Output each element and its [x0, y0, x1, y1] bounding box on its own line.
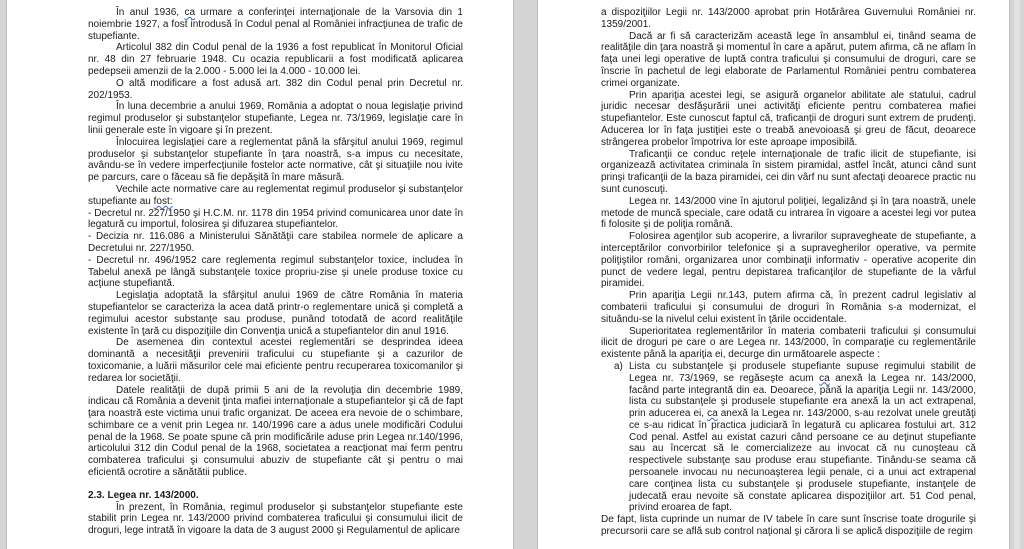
paragraph: În prezent, în România, regimul produselor şi substanţelor stupefiante este stabilit prin Legea nr. 143/2000 privind combaterea traficului şi consumului ilicit de droguri, lege intrată în vigoare la data de 3 august 2000 şi Regulamentul de aplicare: [88, 501, 463, 537]
paragraph: Înlocuirea legislaţiei care a reglementat până la sfârşitul anului 1969, regimul produselor şi substanţelor stupefiante în ţara noastră, s-a impus cu necesitate, avându-se în vedere imperfecţiunile fostelor acte normative, cât şi situaţiile nou ivite pe parcurs, care o făceau să fie depăşită în mare măsură.: [88, 136, 463, 184]
document-page-right: [537, 0, 1010, 549]
paragraph: Datele realităţii de după primii 5 ani de la revoluţia din decembrie 1989, indicau că România a devenit ţinta mafiei internaţionale a stupefiantelor şi că de fapt ţara noastră este victima unui trafic organizat. De aceea era nevoie de o schimbare, schimbare ce a venit prin Legea nr. 140/1996 care a adus unele modificări Codului penal de la 1968. Se poate spune că prin modificările aduse prin Legea nr.140/1996, articolului 312 din Codul penal de la 1968, societatea a reacţionat mai ferm pentru combaterea traficului şi consumului abuziv de stupefiante cât şi pentru o mai eficientă ocrotire a sănătătii publice.: [88, 384, 463, 479]
paragraph: Legislaţia adoptată la sfârşitul anului 1969 de către România în materia stupefiantelor se caracteriza la acea dată printr-o reglementare unică şi completă a regimului acestor substanţe sau produse, punând totodată de acord realităţile existente în ţară cu dispoziţiile din Convenţia unică a stupefiantelor din anul 1916.: [88, 290, 463, 337]
grammar-flagged-text: ca: [707, 408, 718, 420]
paragraph: Traficanţii ce conduc reţele internaţionale de trafic ilicit de stupefiante, isi organizează activitatea criminala în sistem piramidal, astfel încât, atunci când sunt prinşi traficanţii de la baza piramidei, cei din vârf nu sunt afectaţi deoarece practic nu sunt cunoscuţi.: [601, 148, 976, 195]
grammar-flagged-text: fost:: [153, 195, 173, 207]
paragraph: În luna decembrie a anului 1969, România a adoptat o noua legislaţie privind regimul produselor şi substanţelor stupefiante, Legea nr. 73/1969, legislaţie care în linii generale este în vigoare şi în prezent.: [88, 101, 463, 136]
paragraph: Dacă ar fi să caracterizăm această lege în ansamblul ei, tinând seama de realităţile din ţara noastră şi momentul în care a apărut, putem afirma, că ne aflam în faţa unei legi operative de luptă contra traficului şi consumului de droguri, care se înscrie în pachetul de legi elaborate de Parlamentul României pentru combaterea crimei organizate.: [601, 30, 976, 89]
scrollbar-track[interactable]: [1014, 0, 1020, 549]
workspace-right-gutter: [1010, 0, 1024, 549]
paragraph: În anul 1936, ca urmare a conferinţei internaţionale de la Varsovia din 1 noiembrie 1927, a fost introdusă în Codul penal al României infracţiunea de trafic de stupefiante.: [88, 7, 463, 42]
page-right-text-column: [601, 7, 976, 538]
paragraph: De fapt, lista cuprinde un numar de IV tabele în care sunt înscrise toate drogurile şi precursorii care se află sub control naţional şi cărora li se aplică dispoziţiile de regim: [601, 514, 976, 538]
paragraph: - Decretul nr. 496/1952 care reglementa regimul substanţelor toxice, includea în Tabelul anexă pe lângă substanţele toxice propriu-zise şi unele produse toxice cu acţiune stupefiantă.: [88, 254, 463, 290]
paragraph: O altă modificare a fost adusă art. 382 din Codul penal prin Decretul nr. 202/1953.: [88, 77, 463, 101]
paragraph: Articolul 382 din Codul penal de la 1936 a fost republicat în Monitorul Oficial nr. 48 din 27 februarie 1948. Cu ocazia republicarii a fost modificată aplicarea pedepseii amenzii de la 2.000 - 5.000 lei la 4.000 - 10.000 lei.: [88, 42, 463, 77]
paragraph: Prin apariţia acestei legi, se asigură organelor abilitate ale statului, cadrul juridic necesar desfăşurării unei activităţi eficiente pentru combaterea mafiei stupefiantelor. Este cunoscut faptul că, traficanţii de droguri sunt extrem de prudenţi. Aducerea lor în faţa justiţiei este o treabă anevoioasă şi greu de făcut, deoarece strângerea probelor împotriva lor este aproape imposibilă.: [601, 89, 976, 148]
paragraph: Legea nr. 143/2000 vine în ajutorul poliţiei, legalizând şi în ţara noastră, unele metode de muncă speciale, care odată cu intrarea în vigoare a acestei legi vor putea fi folosite şi de poliţia română.: [601, 195, 976, 231]
list-marker: a): [614, 360, 623, 372]
paragraph: [88, 479, 463, 490]
paragraph: Folosirea agenţilor sub acoperire, a livrarilor supravegheate de stupefiante, a interceptărilor convorbirilor telefonice şi a supravegherilor operative, va permite poliţiştilor români, organizarea unor combinaţii informativ - operative acoperite din punct de vedere legal, pentru depistarea traficanţilor de stupefiante de la vârful piramidei.: [601, 231, 976, 290]
grammar-flagged-text: ca: [819, 372, 830, 384]
paragraph: a dispoziţiilor Legii nr. 143/2000 aprobat prin Hotărârea Guvernului României nr. 1359/2001.: [601, 7, 976, 30]
paragraph: - Decizia nr. 116.086 a Ministerului Sănătăţii care stabilea normele de aplicare a Decretului nr. 227/1950.: [88, 231, 463, 254]
paragraph: Vechile acte normative care au reglementat regimul produselor şi substanţelor stupefiante au fost:: [88, 183, 463, 207]
pages-gap: [514, 0, 537, 549]
document-page-left: [6, 0, 514, 549]
paragraph: a) Lista cu substanţele şi produsele stupefiante supuse regimului stabilit de Legea nr. 73/1969, se regăseşte acum ca anexă la Legea nr. 143/2000, facând parte integrantă din ea. Deoarece, până la apariţia Legii nr. 143/2000, lista cu substanţele şi produsele stupefiante era anexă la un act extrapenal, prin aducerea ei, ca anexă la Legea nr. 143/2000, s-au rezolvat unele greutăţi ce s-au ridicat în practica judiciară în legatură cu aplicarea fostului art. 312 Cod penal. Astfel au existat cazuri când persoane ce au deţinut stupefiante sau au încercat să le comercializeze au invocat că nu cunoşteau că respectivele substanţe sau produse erau stupefiante. Tinându-se seama că persoanele invocau nu necunoaşterea legii penale, ci a unui act extrapenal care conţinea lista cu substanţele şi produsele stupefiante, instanţele de judecată erau nevoite să constate aplicarea dispoziţiilor art. 51 Cod penal, privind eroarea de fapt.: [614, 360, 976, 514]
paragraph: Prin apariţia Legii nr.143, putem afirma că, în prezent cadrul legislativ al combaterii traficului şi consumului de droguri în România s-a modernizat, el situându-se la nivelul celui existent în ţările occidentale.: [601, 290, 976, 325]
paragraph: - Decretul nr. 227/1950 şi H.C.M. nr. 1178 din 1954 privind comunicarea unor date în legatură cu importul, folosirea şi difuzarea stupefiantelor.: [88, 207, 463, 231]
paragraph: Superioritatea reglementărilor în materia combaterii traficului şi consumului ilicit de droguri pe care o are Legea nr. 143/2000, în comparaţie cu reglementările existente până la apariţia ei, decurge din următoarele aspecte :: [601, 325, 976, 361]
paragraph: De asemenea din contextul acestei reglementări se desprindea ideea dominantă a necesităţii prevenirii traficului cu stupefiante şi a cazurilor de toxicomanie, a luării măsurilor cele mai eficiente pentru recuperarea toxicomanilor şi redarea lor societăţii.: [88, 337, 463, 384]
section-heading: 2.3. Legea nr. 143/2000.: [88, 489, 199, 501]
grammar-flagged-text: ca: [184, 7, 196, 18]
page-left-text-column: [88, 7, 463, 537]
